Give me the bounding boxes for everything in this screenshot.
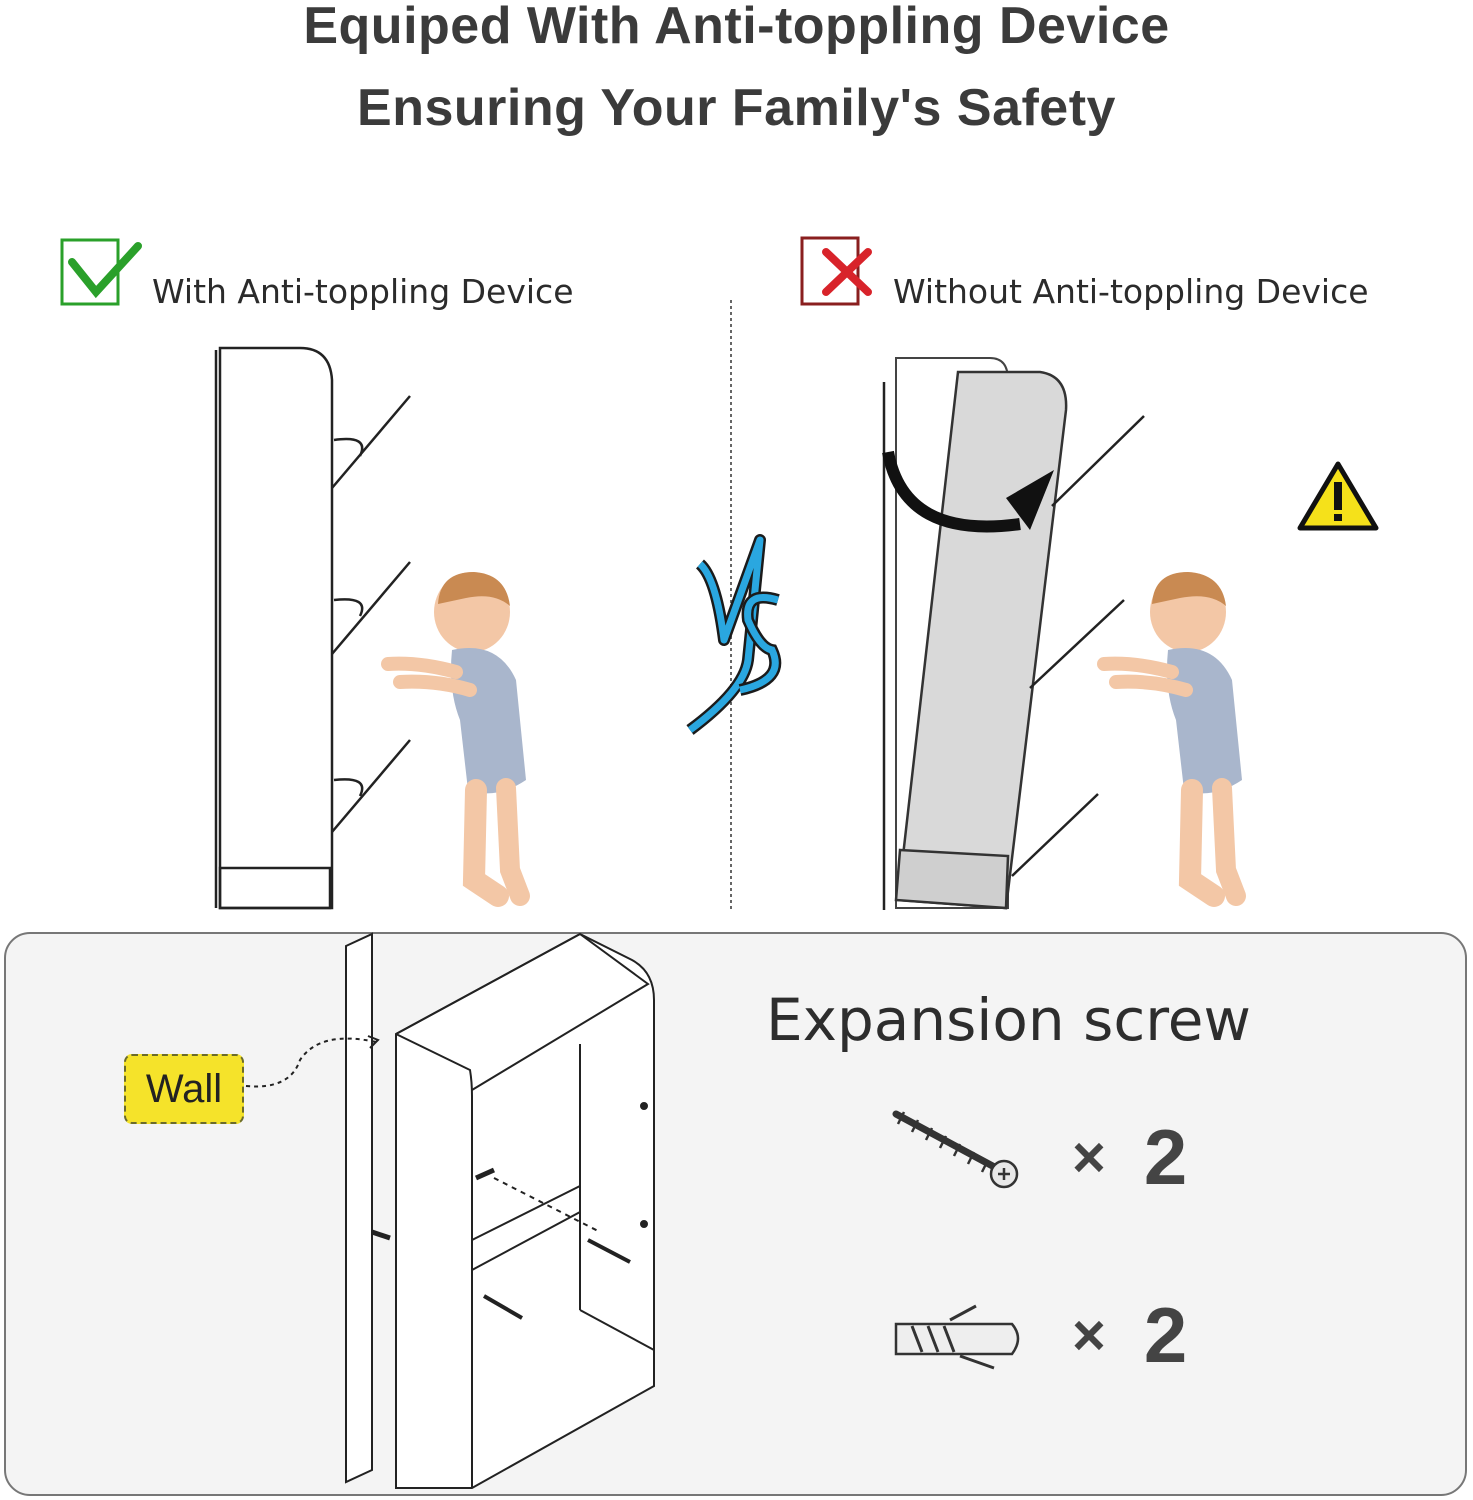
- cross-icon: [802, 238, 868, 304]
- times-sign: ×: [1072, 1125, 1106, 1190]
- screw-quantity: [1072, 1112, 1187, 1203]
- stable-cabinet: [216, 348, 410, 908]
- versus-icon: [690, 540, 778, 730]
- wall-tag: Wall: [124, 1054, 244, 1124]
- without-device-label: Without Anti-toppling Device: [893, 272, 1369, 311]
- anchor-quantity: [1072, 1290, 1187, 1381]
- screw-icon: [896, 1112, 1017, 1187]
- quantity-number: 2: [1143, 1291, 1188, 1379]
- check-icon: [62, 240, 138, 304]
- headline-line-2: Ensuring Your Family's Safety: [357, 79, 1116, 137]
- cabinet-installation-drawing: [246, 934, 654, 1488]
- baby-illustration-right: [1104, 572, 1242, 896]
- expansion-screw-title: Expansion screw: [766, 986, 1251, 1054]
- times-sign: ×: [1072, 1303, 1106, 1368]
- anchor-icon: [896, 1306, 1018, 1368]
- headline-line-1: Equiped With Anti-toppling Device: [303, 0, 1170, 55]
- quantity-number: 2: [1143, 1113, 1188, 1201]
- with-device-label: With Anti-toppling Device: [152, 272, 574, 311]
- warning-icon: [1300, 464, 1376, 528]
- baby-illustration-left: [388, 572, 526, 896]
- tipping-cabinet: [884, 358, 1144, 910]
